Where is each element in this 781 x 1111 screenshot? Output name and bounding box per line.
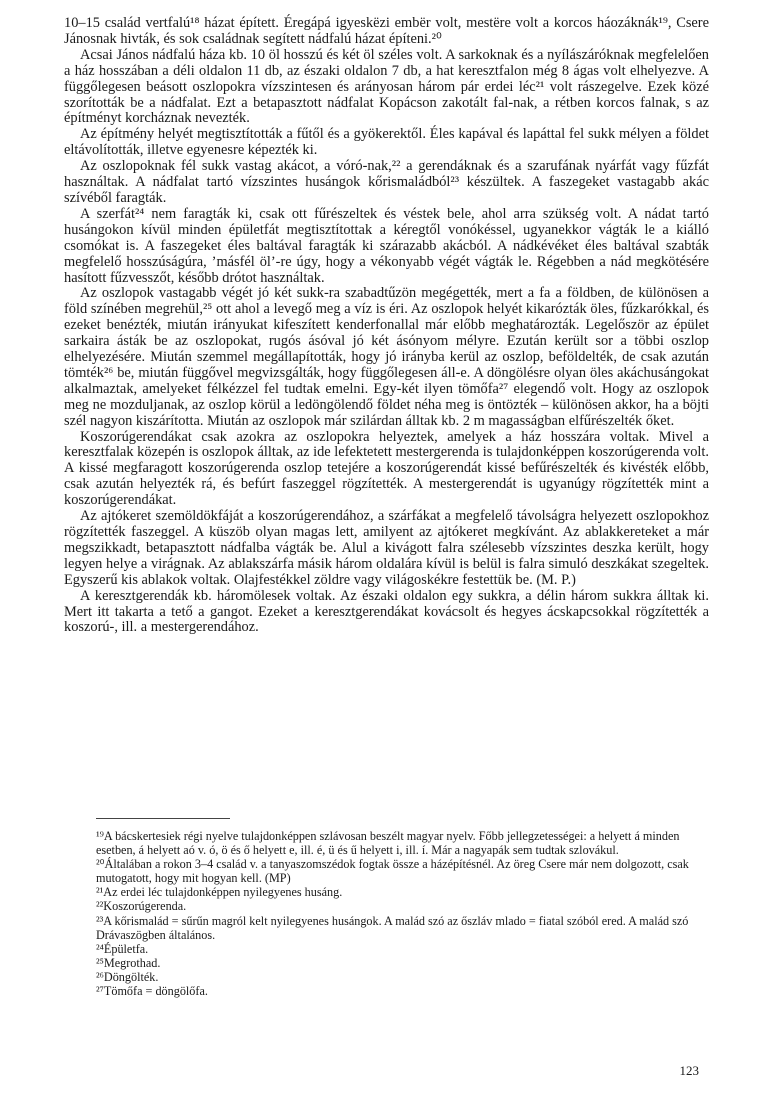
footnote-26: ²⁶Döngölték. (96, 969, 159, 984)
footnote-27: ²⁷Tömőfa = döngölőfa. (96, 984, 208, 999)
footnote-divider (96, 818, 230, 819)
paragraph-2: Acsai János nádfalú háza kb. 10 öl hosszú és két öl széles volt. A sarkoknak és a nyílászáróknak megfelelően a ház hosszában a déli oldalon 11 db, az északi oldalon 7 db, a hat keresztfalon még 8 ágas volt elhelyezve. A függőlegesen beásott oszlopokra vízszintesen és arányosan három pár erdei léc²¹ volt rászegelve. Ezek közé szorították be a nádfalat. Ezt a betapasztott nádfalat Kopácson zakotált fal-nak, a rétben korcos falnak, s az építményt korcháznak nevezték. (64, 46, 709, 127)
paragraph-5: A szerfát²⁴ nem faragták ki, csak ott fűrészeltek és véstek bele, ahol arra szükség volt. A nádat tartó husángokon kívül minden épületfát megtisztítottak a kéregtől vonókéssel, ugyanekkor vágták le a kiálló csomókat is. A faszegeket éles baltával faragták ki szárazabb akácból. A nádkévéket éles baltával szabták megfelelő hosszúságúra, ’másfél öl’-re úgy, hogy a vékonyabb végét vágták le. Régebben a nád megkötésére hasított fűzvesszőt, később drótot használtak. (64, 205, 709, 286)
paragraph-4: Az oszlopoknak fél sukk vastag akácot, a vóró-nak,²² a gerendáknak és a szarufának nyárfát vagy fűzfát használtak. A nádfalat tartó vízszintes husángok kőrismaládból²³ készültek. A faszegeket vastagabb akác szívéből faragták. (64, 158, 709, 206)
footnote-24: ²⁴Épületfa. (96, 941, 149, 956)
footnote-25: ²⁵Megrothad. (96, 955, 161, 970)
main-text (64, 16, 709, 636)
footnote-22: ²²Koszorúgerenda. (96, 899, 187, 914)
paragraph-8: Az ajtókeret szemöldökfáját a koszorúgerendához, a szárfákat a megfelelő távolságra helyezett oszlopokhoz rögzítették faszeggel. A küszöb olyan magas lett, amilyent az ajtókeret megkívánt. Az ablakkereteket a már megszikkadt, betapasztott nádfalba vágták be. Alul a kivágott falra szélesebb vízszintes deszka került, hogy legyen helye a virágnak. Az ablakszárfa másik három oldalára kívül is belül is falra simuló deszkákat szegeltek. Egyszerű kis ablakok voltak. Olajfestékkel zöldre vagy világoskékre festettük be. (M. P.) (64, 508, 709, 588)
footnote-20: ²⁰Általában a rokon 3–4 család v. a tanyaszomszédok fogtak össze a házépítésnél. Az öreg Csere már nem dolgozott, csak mutogatott, hogy mit hogyan kell. (MP) (96, 857, 689, 886)
footnote-19: ¹⁹A bácskertesiek régi nyelve tulajdonképpen szlávosan beszélt magyar nyelv. Főbb jellegzetességei: a helyett á minden esetben, á helyett aó v. ó, ö és ő helyett e, ill. é, ü és ű helyett i, ill. í. Már a nagyapák sem tudtak szlovákul. (96, 829, 680, 858)
footnote-21: ²¹Az erdei léc tulajdonképpen nyilegyenes husáng. (96, 885, 343, 900)
page-number: 123 (679, 1063, 699, 1078)
footnotes (96, 829, 702, 998)
paragraph-6: Az oszlopok vastagabb végét jó két sukk-ra szabadtűzön megégették, mert a fa a földben, de különösen a föld színében megrehül,²⁵ ott ahol a levegő meg a víz is éri. Az oszlopok helyét kikarózták öles, fűzkarókkal, és ezeket benézték, miután irányukat kifeszített kenderfonallal már előbb meghatározták. Legelőször az épület sarkaira ásták be az oszlopokat, rugós ásóval jó két ásónyom mélyre. Ezután került sor a többi oszlop elhelyezésére. Miután szemmel megállapították, hogy jó irányba kerül az oszlop, beföldelték, de csak azután tömték²⁶ be, miután függővel megvizsgálták, hogy függőlegesen áll-e. A döngölésre olyan öles akáchusángokat alkalmaztak, amelyeket félkézzel fel tudtak emelni. Egy-két ilyen tömőfa²⁷ elegendő volt. Hogy az oszlopok meg ne mozduljanak, az oszlop körül a ledöngölendő földet néha meg is öntözték – különösen akkor, ha a böjti szél nagyon kiszárította. Miután az oszlopok már szilárdan álltak kb. 2 m magasságban elfűrészelték őket. (64, 285, 709, 429)
paragraph-7: Koszorúgerendákat csak azokra az oszlopokra helyeztek, amelyek a ház hosszára voltak. Mivel a keresztfalak közepén is oszlopok álltak, az ide lefektetett mestergerenda is tulajdonképpen koszorúgerenda volt. A kissé megfaragott koszorúgerenda oszlop tetejére a koszorúgerendát kissé befűrészelték és kivésték előbb, csak azután helyezték rá, és befúrt faszeggel rögzítették. A mestergerendát is ugyanúgy rögzítették mint a koszorúgerendákat. (64, 428, 709, 509)
paragraph-3: Az építmény helyét megtisztították a fűtől és a gyökerektől. Éles kapával és lapáttal fel sukk mélyen a földet eltávolították, illetve egyenesre képezték ki. (64, 126, 709, 159)
page-body (64, 16, 709, 636)
footnote-23: ²³A kőrismalád = sűrűn magról kelt nyilegyenes husángok. A malád szó az őszláv mlado = fiatal szóból ered. A malád szó Drávaszögben általános. (96, 913, 689, 942)
paragraph-1: 10–15 család vertfalú¹⁸ házat épített. Éregápá igyeskëzi embër volt, mestëre volt a korcos háozáknák¹⁹, Csere Jánosnak hivták, és sok családnak segített nádfalú házat építeni.²⁰ (64, 15, 709, 47)
paragraph-9: A keresztgerendák kb. háromölesek voltak. Az északi oldalon egy sukkra, a délin három sukkra álltak ki. Mert itt takarta a tető a gangot. Ezeket a keresztgerendákat kovácsolt és hegyes ácskapcsokkal rögzítették a koszorú-, ill. a mestergerendához. (64, 587, 709, 636)
